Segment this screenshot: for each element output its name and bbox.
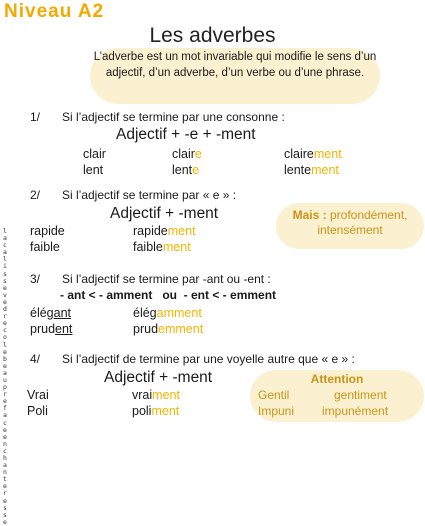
s1-ex1-feminine: claire: [172, 147, 202, 161]
attention-title: Attention: [310, 372, 364, 386]
section-3-formula: - ant < - amment ou - ent < - emment: [60, 288, 277, 302]
s1-ex2-adverb: lentement: [284, 163, 339, 177]
s2-ex2-adverb: faiblement: [133, 240, 191, 254]
section-2-rule: Si l’adjectif se termine par « e » :: [62, 188, 237, 202]
page-title: Les adverbes: [149, 24, 276, 47]
s2-ex1-adverb: rapidement: [133, 224, 196, 238]
s1-ex2-feminine: lente: [172, 163, 200, 177]
section-4-number: 4/: [30, 352, 41, 366]
s2-ex1-adjective: rapide: [30, 224, 65, 238]
s3-ex2-adjective: prudent: [30, 322, 73, 336]
attention-ex2-adverb: impunément: [322, 404, 389, 418]
s4-ex1-adjective: Vrai: [27, 388, 49, 402]
section-1-rule: Si l’adjectif se termine par une consonne :: [62, 110, 285, 124]
definition-text: L’adverbe est un mot invariable qui modifie le sens d’un adjectif, d’un adverbe, d’un verbe ou d’une phrase.: [93, 51, 377, 79]
section-4-formula: Adjectif + -ment: [104, 369, 213, 386]
s4-ex2-adverb: poliment: [132, 404, 180, 418]
attention-ex1-adjective: Gentil: [258, 388, 290, 402]
section-4-rule: Si l’adjectif de termine par une voyelle autre que « e » :: [62, 352, 355, 366]
s2-ex2-adjective: faible: [30, 240, 60, 254]
level-badge: Niveau A2: [4, 1, 105, 22]
s4-ex2-adjective: Poli: [27, 404, 48, 418]
section-2-number: 2/: [30, 188, 41, 202]
s3-ex2-adverb: prudemment: [133, 322, 204, 336]
mais-note-line2: intensément: [317, 223, 383, 237]
section-1-formula: Adjectif + -e + -ment: [116, 126, 256, 143]
section-1-number: 1/: [30, 110, 41, 124]
s3-ex1-adverb: élégamment: [133, 306, 202, 320]
s1-ex1-adverb: clairement: [284, 147, 342, 161]
side-credit: lacalissevedrecolebeauprefaceenchanteresse: [3, 227, 7, 526]
section-2-formula: Adjectif + -ment: [110, 205, 219, 222]
attention-ex1-adverb: gentiment: [334, 388, 387, 402]
section-3-number: 3/: [30, 272, 41, 286]
s4-ex1-adverb: vraiment: [132, 388, 180, 402]
s3-ex1-adjective: élégant: [30, 306, 72, 320]
mais-note-line1: Mais : profondément,: [292, 208, 408, 222]
section-3-rule: Si l’adjectif se termine par -ant ou -ent :: [62, 272, 271, 286]
s1-ex2-adjective: lent: [83, 163, 104, 177]
attention-ex2-adjective: Impuni: [258, 404, 295, 418]
s1-ex1-adjective: clair: [83, 147, 106, 161]
